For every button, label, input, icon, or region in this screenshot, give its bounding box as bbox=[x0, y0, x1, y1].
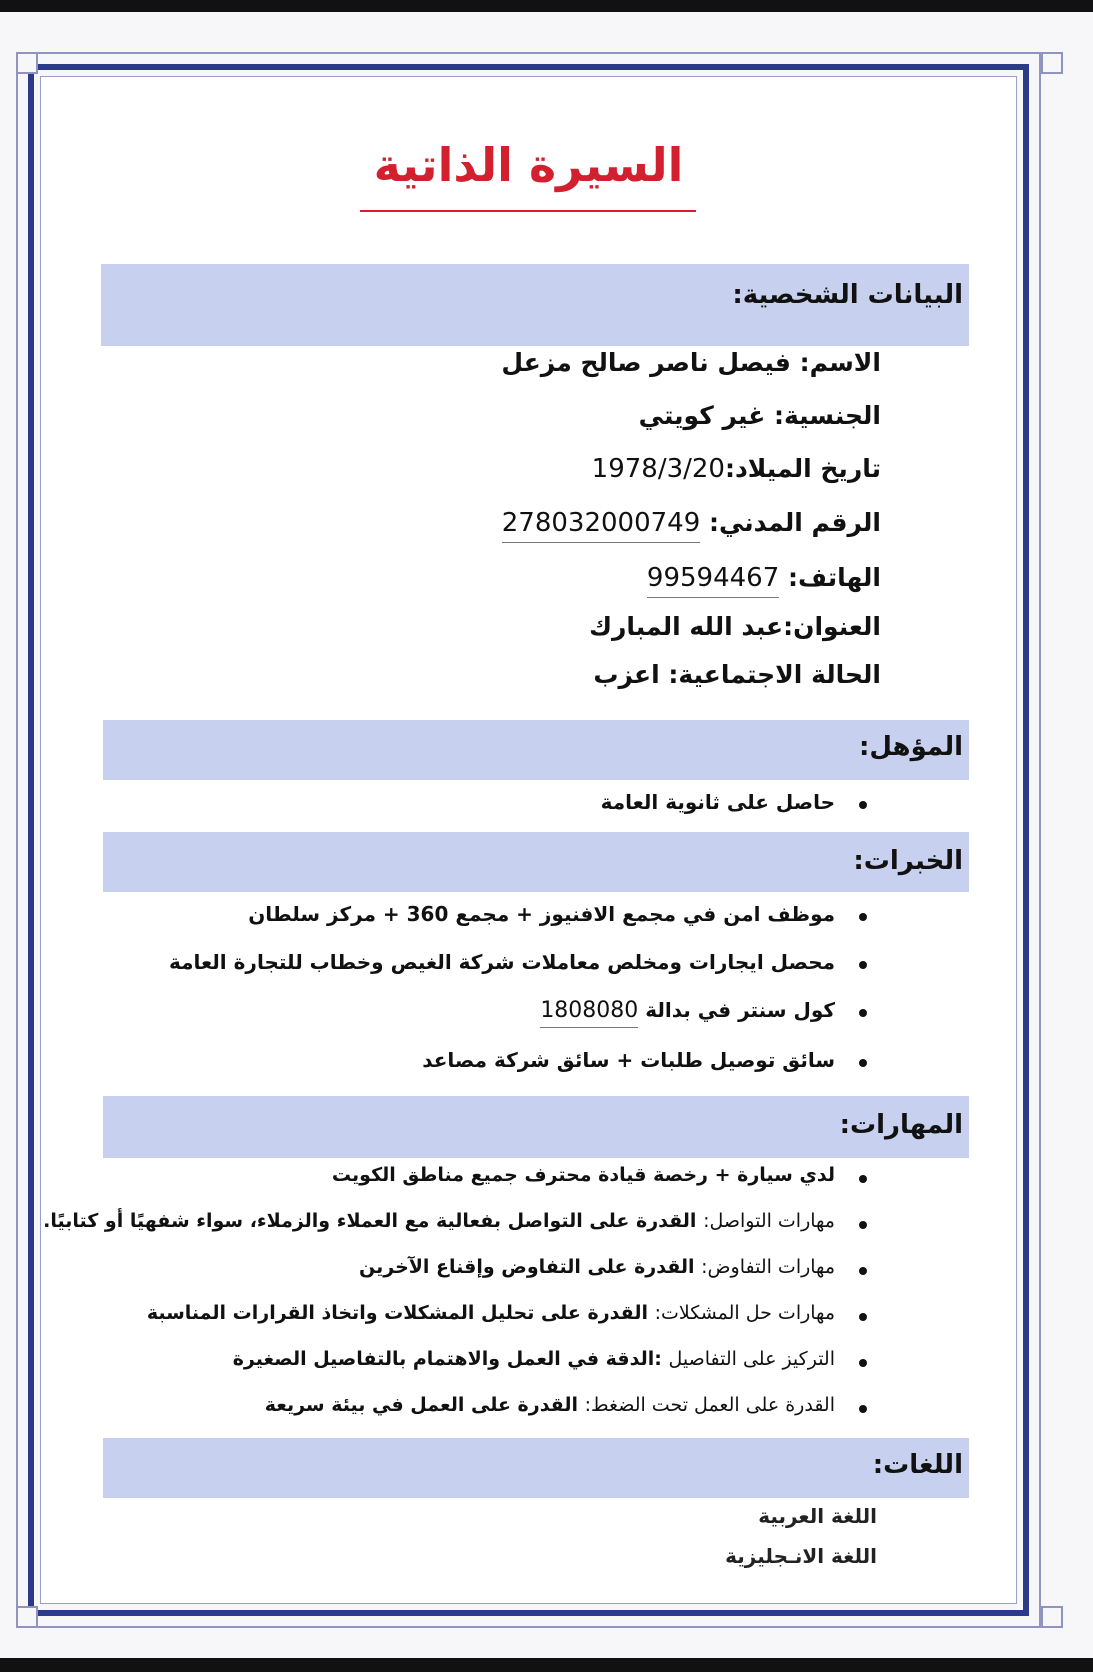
section-band-experience bbox=[103, 832, 969, 892]
bullet-dot bbox=[859, 913, 867, 921]
list-item: حاصل على ثانوية العامة bbox=[601, 790, 867, 824]
bullet-dot bbox=[859, 1267, 867, 1275]
section-title-qualification: المؤهل: bbox=[858, 732, 963, 762]
bottom-dark-strip bbox=[0, 1658, 1093, 1672]
field-phone-value: 99594467 bbox=[647, 563, 779, 598]
language-english: اللغة الانـجليزية bbox=[725, 1544, 877, 1568]
field-name-value: فيصل ناصر صالح مزعل bbox=[501, 348, 791, 377]
section-title-skills: المهارات: bbox=[839, 1110, 963, 1140]
field-birthdate bbox=[592, 454, 881, 484]
paper-sheet bbox=[0, 12, 1093, 1658]
frame-corner-top-right bbox=[1041, 52, 1063, 74]
field-nationality-label: الجنسية: bbox=[774, 401, 881, 430]
title-underline bbox=[360, 210, 696, 212]
field-phone bbox=[647, 563, 881, 593]
bullet-dot bbox=[859, 1359, 867, 1367]
field-marital-status bbox=[593, 660, 881, 689]
bullet-dot bbox=[859, 801, 867, 809]
call-center-number: 1808080 bbox=[540, 998, 638, 1028]
bullet-dot bbox=[859, 1059, 867, 1067]
field-marital-status-value: اعزب bbox=[593, 660, 660, 689]
field-nationality bbox=[639, 401, 881, 430]
list-item: مهارات حل المشكلات: القدرة على تحليل المشكلات واتخاذ القرارات المناسبة bbox=[43, 1302, 867, 1348]
field-marital-status-label: الحالة الاجتماعية: bbox=[668, 660, 881, 689]
frame-corner-top-left bbox=[16, 52, 38, 74]
list-item: مهارات التواصل: القدرة على التواصل بفعالية مع العملاء والزملاء، سواء شفهيًا أو كتابيًا. bbox=[43, 1210, 867, 1256]
field-birthdate-label: تاريخ الميلاد: bbox=[724, 454, 881, 483]
section-title-languages: اللغات: bbox=[872, 1450, 963, 1480]
field-name-label: الاسم: bbox=[799, 348, 881, 377]
bullet-dot bbox=[859, 1009, 867, 1017]
field-address bbox=[589, 612, 881, 641]
list-item: كول سنتر في بدالة 1808080 bbox=[169, 998, 867, 1048]
list-item: لدي سيارة + رخصة قيادة محترف جميع مناطق الكويت bbox=[43, 1164, 867, 1210]
frame-corner-bottom-right bbox=[1041, 1606, 1063, 1628]
list-item: مهارات التفاوض: القدرة على التفاوض وإقناع الآخرين bbox=[43, 1256, 867, 1302]
frame-corner-bottom-left bbox=[16, 1606, 38, 1628]
section-band-languages bbox=[103, 1438, 969, 1498]
top-dark-strip bbox=[0, 0, 1093, 12]
field-civil-id-value: 278032000749 bbox=[502, 508, 701, 543]
skills-list bbox=[43, 1164, 867, 1440]
field-address-label: العنوان: bbox=[783, 612, 881, 641]
field-address-value: عبد الله المبارك bbox=[589, 612, 784, 641]
experience-list bbox=[169, 902, 867, 1096]
field-nationality-value: غير كويتي bbox=[638, 401, 766, 430]
bullet-dot bbox=[859, 1221, 867, 1229]
section-title-personal: البيانات الشخصية: bbox=[732, 280, 963, 310]
field-name bbox=[501, 348, 881, 377]
list-item: موظف امن في مجمع الافنيوز + مجمع 360 + مركز سلطان bbox=[169, 902, 867, 950]
bullet-dot bbox=[859, 1405, 867, 1413]
document-title: السيرة الذاتية bbox=[373, 138, 684, 192]
cv-content bbox=[40, 76, 1017, 1604]
bullet-dot bbox=[859, 961, 867, 969]
field-civil-id bbox=[502, 508, 881, 538]
bullet-dot bbox=[859, 1313, 867, 1321]
qualification-list bbox=[601, 790, 867, 824]
language-arabic: اللغة العربية bbox=[758, 1504, 877, 1528]
section-band-qualification bbox=[103, 720, 969, 780]
field-civil-id-label: الرقم المدني: bbox=[708, 508, 881, 537]
bullet-dot bbox=[859, 1175, 867, 1183]
list-item: القدرة على العمل تحت الضغط: القدرة على العمل في بيئة سريعة bbox=[43, 1394, 867, 1440]
section-title-experience: الخبرات: bbox=[853, 846, 963, 876]
field-birthdate-value: 1978/3/20 bbox=[591, 454, 725, 484]
list-item: سائق توصيل طلبات + سائق شركة مصاعد bbox=[169, 1048, 867, 1096]
list-item: التركيز على التفاصيل :الدقة في العمل والاهتمام بالتفاصيل الصغيرة bbox=[43, 1348, 867, 1394]
list-item: محصل ايجارات ومخلص معاملات شركة الغيص وخطاب للتجارة العامة bbox=[169, 950, 867, 998]
field-phone-label: الهاتف: bbox=[787, 563, 881, 592]
